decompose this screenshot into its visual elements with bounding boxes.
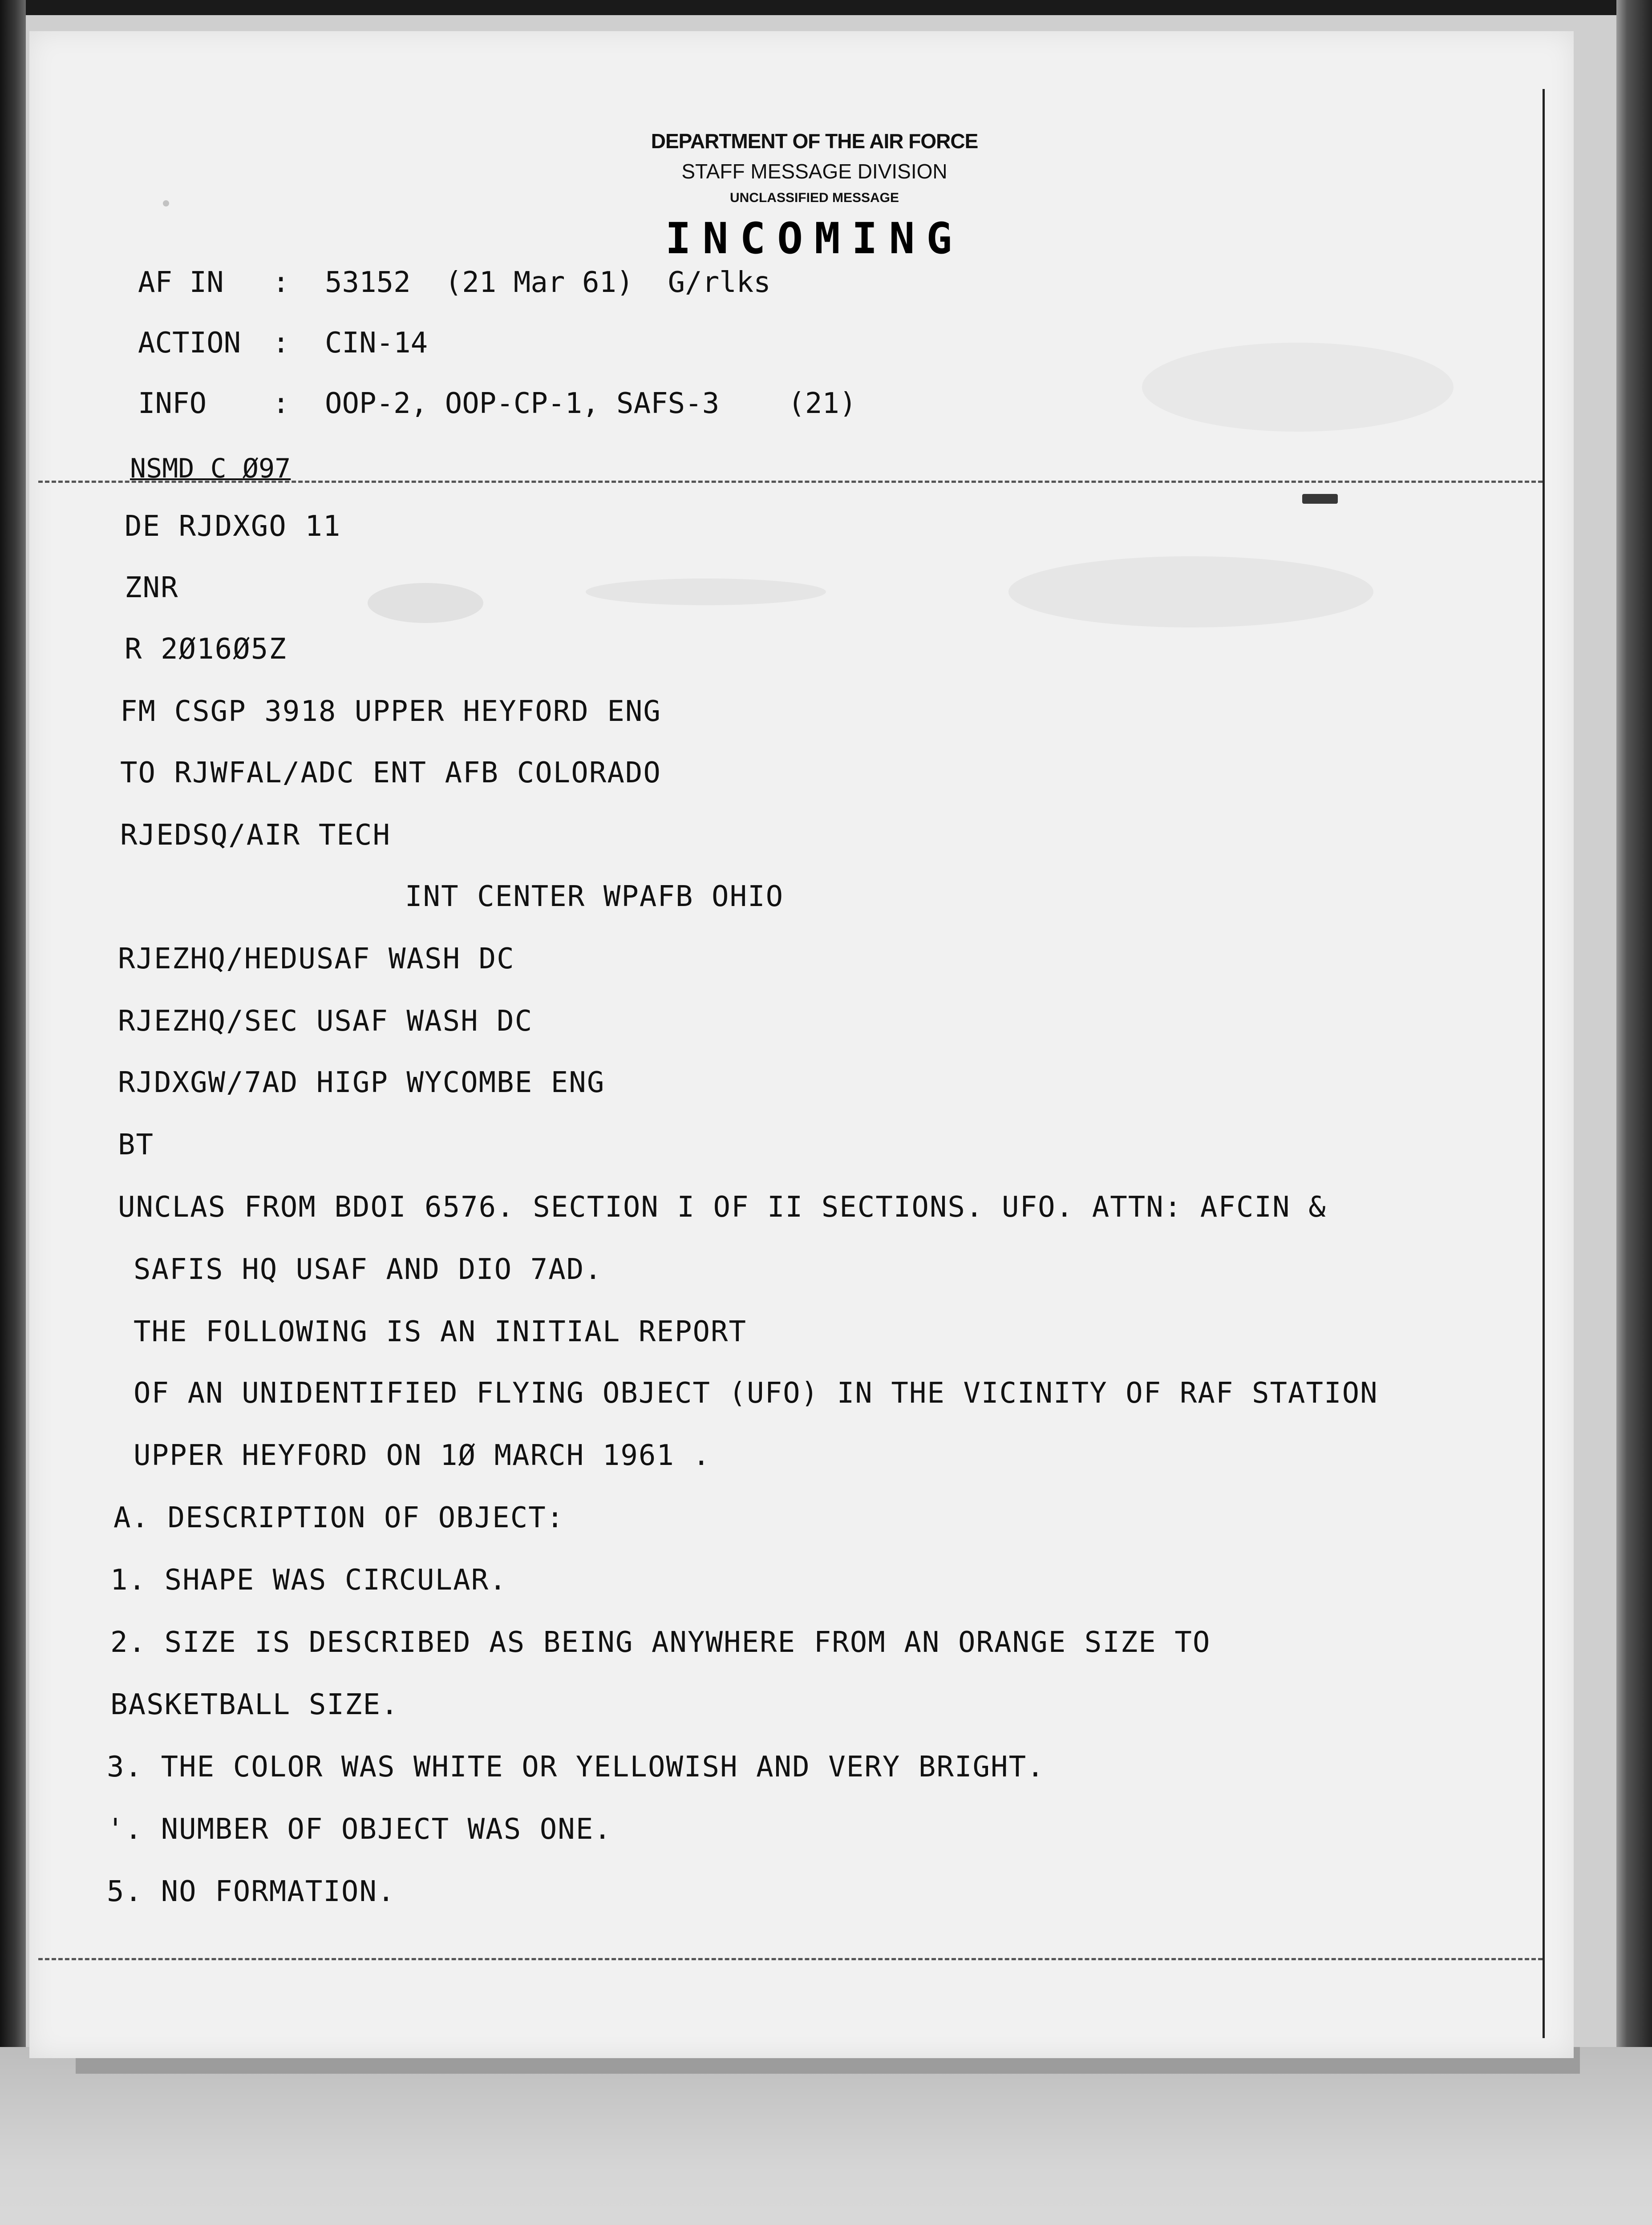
- info-value: OOP-2, OOP-CP-1, SAFS-3 (21): [325, 387, 857, 420]
- scan-noise: [1142, 343, 1454, 432]
- message-line: A. DESCRIPTION OF OBJECT:: [113, 1501, 565, 1534]
- scan-noise: [586, 578, 826, 605]
- message-line: 5. NO FORMATION.: [107, 1875, 396, 1908]
- nsmd-reference: NSMD C Ø97: [130, 453, 291, 484]
- message-line: '. NUMBER OF OBJECT WAS ONE.: [107, 1813, 612, 1846]
- message-line: RJDXGW/7AD HIGP WYCOMBE ENG: [118, 1066, 605, 1099]
- scan-noise: [1302, 494, 1338, 504]
- message-line: UNCLAS FROM BDOI 6576. SECTION I OF II SECTIONS. UFO. ATTN: AFCIN &: [118, 1191, 1327, 1224]
- message-line: 1. SHAPE WAS CIRCULAR.: [110, 1564, 507, 1597]
- scan-noise: [163, 200, 169, 206]
- message-line: 3. THE COLOR WAS WHITE OR YELLOWISH AND VERY BRIGHT.: [107, 1751, 1045, 1784]
- message-line: FM CSGP 3918 UPPER HEYFORD ENG: [120, 695, 661, 728]
- message-line: BT: [118, 1129, 154, 1161]
- af-in-label: AF IN: [138, 266, 224, 299]
- info-separator: :: [272, 387, 290, 420]
- scan-noise: [1008, 556, 1373, 627]
- department-heading: DEPARTMENT OF THE AIR FORCE: [651, 129, 978, 153]
- message-line: RJEDSQ/AIR TECH: [120, 819, 391, 852]
- bottom-separator: [38, 1958, 1543, 1960]
- af-in-value: 53152 (21 Mar 61) G/rlks: [325, 266, 771, 299]
- message-line: SAFIS HQ USAF AND DIO 7AD.: [134, 1253, 603, 1286]
- division-heading: STAFF MESSAGE DIVISION: [681, 160, 947, 183]
- right-border-line: [1543, 89, 1545, 2038]
- message-line: TO RJWFAL/ADC ENT AFB COLORADO: [120, 756, 661, 789]
- message-line: INT CENTER WPAFB OHIO: [405, 880, 784, 913]
- message-line: ZNR: [125, 571, 179, 604]
- scanner-frame-right: [1616, 0, 1652, 2092]
- scan-noise: [368, 583, 483, 623]
- scanner-frame-left: [0, 0, 26, 2083]
- info-label: INFO: [138, 387, 207, 420]
- message-line: RJEZHQ/HEDUSAF WASH DC: [118, 943, 515, 975]
- message-line: DE RJDXGO 11: [125, 510, 341, 543]
- message-line: BASKETBALL SIZE.: [110, 1688, 399, 1721]
- scanner-frame-top: [0, 0, 1652, 15]
- action-value: CIN-14: [325, 327, 428, 360]
- action-label: ACTION: [138, 327, 241, 360]
- message-line: 2. SIZE IS DESCRIBED AS BEING ANYWHERE FROM AN ORANGE SIZE TO: [110, 1626, 1211, 1659]
- message-line: RJEZHQ/SEC USAF WASH DC: [118, 1005, 533, 1038]
- message-line: R 2Ø16Ø5Z: [125, 633, 287, 666]
- action-separator: :: [272, 327, 290, 360]
- message-line: OF AN UNIDENTIFIED FLYING OBJECT (UFO) IN THE VICINITY OF RAF STATION: [134, 1377, 1378, 1410]
- message-line: UPPER HEYFORD ON 1Ø MARCH 1961 .: [134, 1439, 711, 1472]
- scanner-background: [0, 2047, 1652, 2225]
- message-line: THE FOLLOWING IS AN INITIAL REPORT: [134, 1315, 747, 1348]
- af-in-separator: :: [272, 266, 290, 299]
- classification-heading: UNCLASSIFIED MESSAGE: [729, 190, 899, 205]
- incoming-title: INCOMING: [665, 214, 964, 263]
